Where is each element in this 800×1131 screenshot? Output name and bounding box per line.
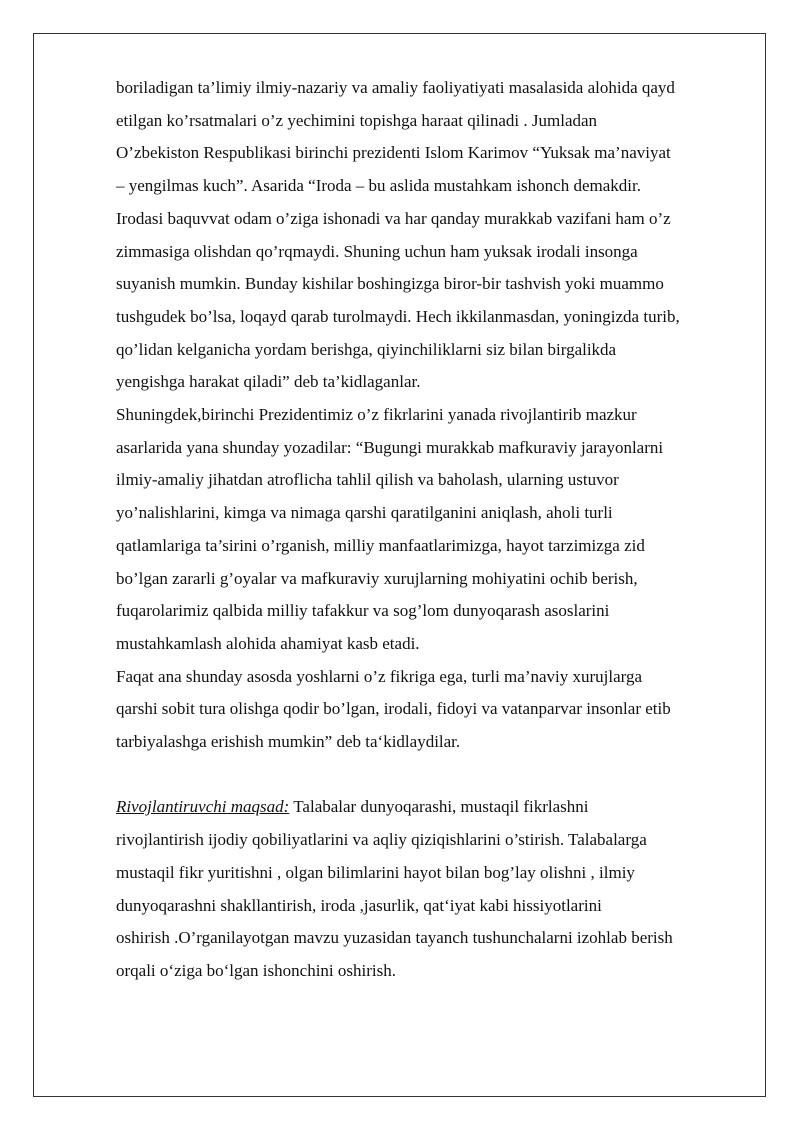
text-line: qo’lidan kelganicha yordam berishga, qiyinchiliklarni siz bilan birgalikda [116,339,617,359]
text-line: oshirish .O’rganilayotgan mavzu yuzasidan tayanch tushunchalarni izohlab berish [116,928,673,948]
section-label: Rivojlantiruvchi maqsad: [116,797,290,817]
text-line: yengishga harakat qiladi” deb ta’kidlaganlar. [116,372,421,392]
document-body [116,72,746,988]
text-line: qatlamlariga ta’sirini o’rganish, milliy manfaatlarimizga, hayot tarzimizga zid [116,535,645,555]
text-line: mustaqil fikr yuritishni , olgan bilimlarini hayot bilan bog’lay olishni , ilmiy [116,862,635,882]
text-line: zimmasiga olishdan qo’rqmaydi. Shuning uchun ham yuksak irodali insonga [116,241,638,261]
text-line: – yengilmas kuch”. Asarida “Iroda – bu aslida mustahkam ishonch demakdir. [116,176,641,196]
text-line: suyanish mumkin. Bunday kishilar boshingizga biror-bir tashvish yoki muammo [116,274,664,294]
text-line: Irodasi baquvvat odam o’ziga ishonadi va har qanday murakkab vazifani ham o’z [116,208,671,228]
paragraph-iroda-quote [116,72,746,399]
text-line: qarshi sobit tura olishga qodir bo’lgan, irodali, fidoyi va vatanparvar insonlar etib [116,699,671,719]
text-fragment: Talabalar dunyoqarashi, mustaqil fikrlashni [289,797,589,817]
text-line: yo’nalishlarini, kimga va nimaga qarshi qaratilganini aniqlash, aholi turli [116,503,613,523]
text-line: tarbiyalashga erishish mumkin” deb ta‘kidlaydilar. [116,732,461,752]
text-line: bo’lgan zararli g’oyalar va mafkuraviy xurujlarning mohiyatini ochib berish, [116,568,638,588]
text-line: fuqarolarimiz qalbida milliy tafakkur va sog’lom dunyoqarash asoslarini [116,601,610,621]
text-line: Faqat ana shunday asosda yoshlarni o’z fikriga ega, turli ma’naviy xurujlarga [116,666,643,686]
text-line: etilgan ko’rsatmalari o’z yechimini topishga haraat qilinadi . Jumladan [116,110,598,130]
text-line: Shuningdek,birinchi Prezidentimiz o’z fikrlarini yanada rivojlantirib mazkur [116,405,637,425]
text-line: boriladigan ta’limiy ilmiy-nazariy va amaliy faoliyatiyati masalasida alohida qayd [116,78,675,97]
paragraph-mafkuraviy [116,399,746,661]
blank-line [116,759,746,792]
paragraph-rivojlantiruvchi-maqsad [116,791,746,987]
text-line: O’zbekiston Respublikasi birinchi prezidenti Islom Karimov “Yuksak ma’naviyat [116,143,671,163]
text-line: orqali o‘ziga bo‘lgan ishonchini oshirish. [116,960,396,980]
text-line: mustahkamlash alohida ahamiyat kasb etadi. [116,633,420,653]
text-line: tushgudek bo’lsa, loqayd qarab turolmaydi. Hech ikkilanmasdan, yoningizda turib, [116,306,680,326]
text-line: dunyoqarashni shakllantirish, iroda ,jasurlik, qat‘iyat kabi hissiyotlarini [116,895,602,915]
paragraph-yoshlar [116,661,746,759]
text-line [116,791,746,824]
text-line: ilmiy-amaliy jihatdan atroflicha tahlil qilish va baholash, ularning ustuvor [116,470,619,490]
text-line: asarlarida yana shunday yozadilar: “Bugungi murakkab mafkuraviy jarayonlarni [116,437,664,457]
text-line: rivojlantirish ijodiy qobiliyatlarini va aqliy qiziqishlarini o’stirish. Talabalarga [116,830,647,850]
